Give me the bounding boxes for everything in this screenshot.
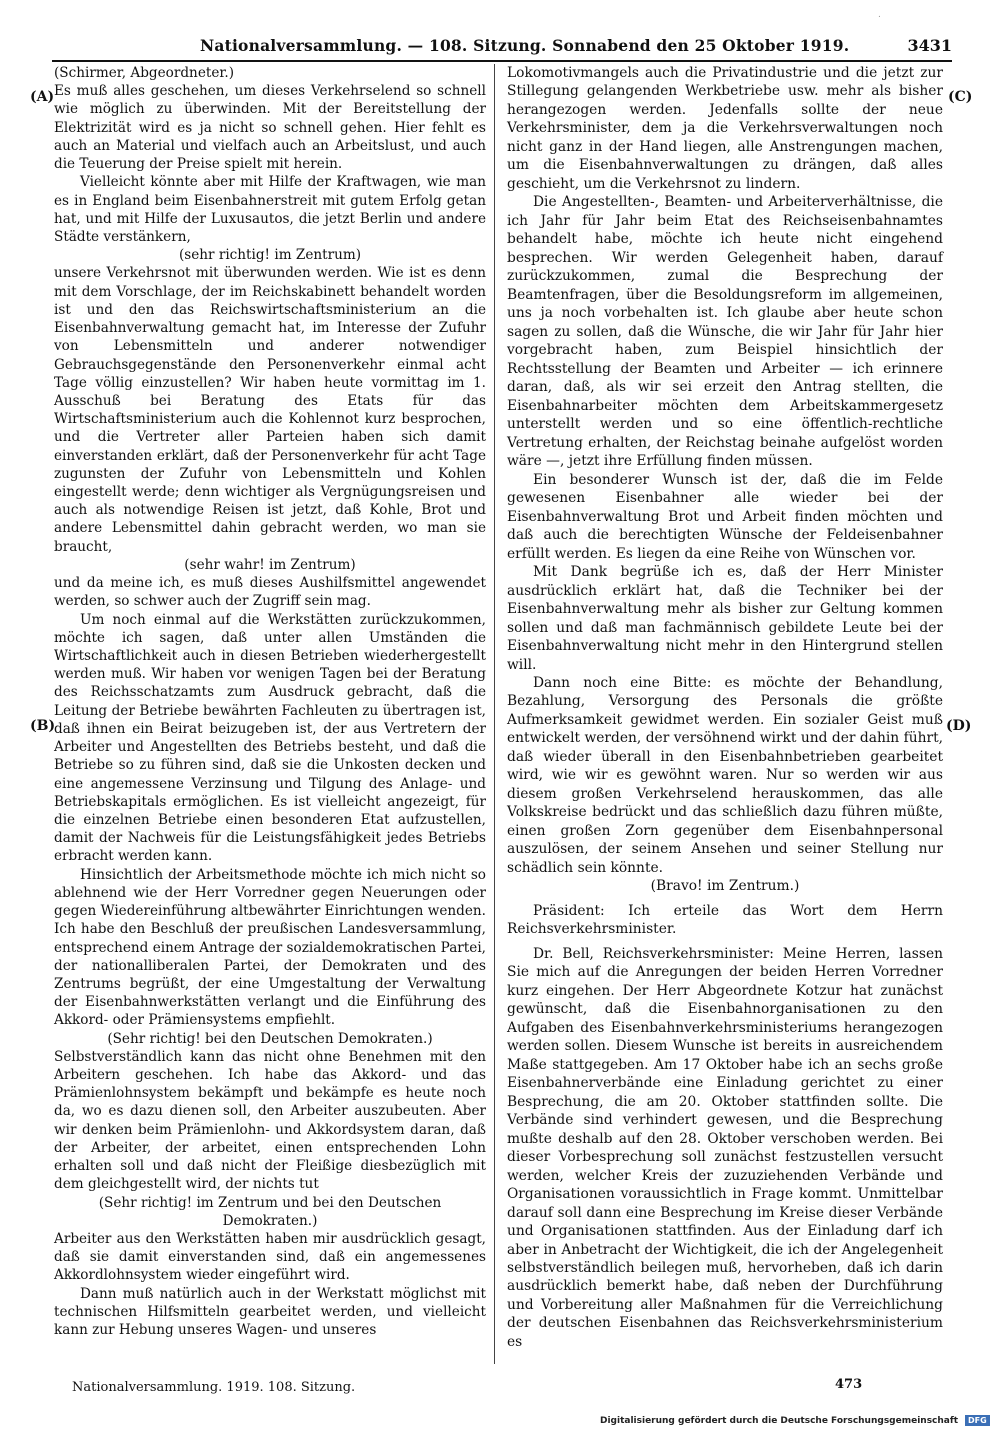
margin-mark-a: (A) <box>30 89 55 105</box>
paragraph: Dr. Bell, Reichsverkehrsminister: Meine Herren, lassen Sie mich auf die Anregungen der beiden Herren Vorredner kurz eingehen. Der Herr Abgeordnete Kotzur hat zunächst gewünscht, daß die Eisenbahnorganisationen zu den Aufgaben des Eisenbahnverkehrsministeriums herangezogen werden sollen. Diesem Wunsche ist bereits in ausreichendem Maße stattgegeben. Am 17 Oktober habe ich an sechs große Eisenbahnerverbände eine Einladung gerichtet zu einer Besprechung, die am 20. Oktober stattfinden sollte. Die Verbände sind verhindert gewesen, und die Besprechung mußte deshalb auf den 28. Oktober verschoben werden. Bei dieser Vorbesprechung soll zunächst festzustellen versucht werden, welcher Kreis der zuzuziehenden Verbände und Organisationen voraussichtlich in Frage kommt. Unmittelbar darauf soll dann eine Besprechung im Kreise dieser Verbände und Organisationen stattfinden. Aus der Einladung darf ich aber in Anbetracht der Wichtigkeit, die ich der Angelegenheit selbstverständlich beilegen muß, hervorheben, daß ich darin ausdrücklich bemerkt habe, daß neben der Durchführung und Vorbereitung aller Maßnahmen für die Verreichlichung der deutschen Eisenbahnen das Reichsverkehrsministerium es <box>507 945 943 1350</box>
digitization-credit: Digitalisierung gefördert durch die Deutsche Forschungsgemeinschaft <box>600 1416 959 1426</box>
paragraph: Ein besonderer Wunsch ist der, daß die im Felde gewesenen Eisenbahner alle wieder bei der Eisenbahnverwaltung Brot und Arbeit finden möchten und daß auch die berechtigten Wünsche der Feldeisenbahner erfüllt werden. Es liegen da eine Reihe von Wünschen vor. <box>507 471 943 562</box>
right-column <box>507 64 943 1351</box>
paragraph: (Bravo! im Zentrum.) <box>650 878 800 895</box>
column-divider <box>494 64 495 1364</box>
paragraph: und da meine ich, es muß dieses Aushilfsmittel angewendet werden, so schwer auch der Zugriff sein mag. <box>54 575 486 610</box>
paragraph: (Sehr richtig! bei den Deutschen Demokraten.) <box>107 1030 433 1047</box>
paragraph: (sehr richtig! im Zentrum) <box>178 247 362 264</box>
header-title: Nationalversammlung. — 108. Sitzung. Sonnabend den 25 Oktober 1919. <box>200 36 850 55</box>
footer-session: Nationalversammlung. 1919. 108. Sitzung. <box>72 1380 356 1395</box>
paragraph: (Schirmer, Abgeordneter.) <box>54 65 234 81</box>
paragraph: Hinsichtlich der Arbeitsmethode möchte ich mich nicht so ablehnend wie der Herr Vorredner gegen Neuerungen oder gegen Wiedereinführung altbewährter Einrichtungen wenden. Ich habe den Beschluß der preußischen Landesversammlung, entsprechend einem Antrage der sozialdemokratischen Partei, der nationalliberalen Partei, der Demokraten und des Zentrums begrüßt, der eine Umgestaltung der Verwaltung der Eisenbahnwerkstätten verlangt und die Einführung des Akkord- oder Prämiensystems empfiehlt. <box>54 866 486 1029</box>
paragraph: Präsident: Ich erteile das Wort dem Herrn Reichsverkehrsminister. <box>507 902 943 938</box>
margin-mark-c: (C) <box>948 89 973 105</box>
paragraph: Vielleicht könnte aber mit Hilfe der Kraftwagen, wie man es in England beim Eisenbahnerstreit mit gutem Erfolg getan hat, und mit Hilfe der Luxusautos, die jetzt Berlin und andere Städte verstänkern, <box>54 174 486 245</box>
paragraph: Selbstverständlich kann das nicht ohne Benehmen mit den Arbeitern geschehen. Ich habe das Akkord- und das Prämienlohnsystem bekämpft und bekämpfe es heute noch da, wo es dazu dienen soll, den Arbeiter auszubeuten. Aber wir denken beim Prämienlohn- und Akkordsystem daran, daß der Arbeiter, der arbeitet, einen entsprechenden Lohn erhalten soll und daß nicht der Fleißige diesbezüglich mit dem gleichgestellt wird, der nichts tut <box>54 1048 486 1193</box>
paragraph: Es muß alles geschehen, um dieses Verkehrselend so schnell wie möglich zu überwinden. Mit der Bereitstellung der Elektrizität wird es ja nicht so schnell gehen. Hier fehlt es auch an Material und vielfach auch an Arbeitslust, und auch die Teuerung der Preise spielt mit herein. <box>54 83 486 173</box>
paragraph: Dann noch eine Bitte: es möchte der Behandlung, Bezahlung, Versorgung des Personals die größte Aufmerksamkeit gewidmet werden. Ein sozialer Geist muß entwickelt werden, der versöhnend wirkt und der dahin führt, daß wieder überall in den Eisenbahnbetrieben gearbeitet wird, wie wir es gewöhnt waren. Nur so werden wir aus diesem großen Verkehrselend herauskommen, das alle Volkskreise bedrückt und das schließlich dazu führen müßte, einen großen Zorn gegenüber dem Eisenbahnpersonal auszulösen, der seinem Ansehen und seiner Stellung nur schädlich sein könnte. <box>507 674 943 876</box>
dfg-logo: DFG <box>965 1415 990 1426</box>
paragraph: Arbeiter aus den Werkstätten haben mir ausdrücklich gesagt, daß sie damit einverstanden sind, daß ein angemessenes Akkordlohnsystem wieder eingeführt wird. <box>54 1231 486 1284</box>
paragraph: (Sehr richtig! im Zentrum und bei den Deutschen Demokraten.) <box>98 1194 442 1229</box>
margin-mark-d: (D) <box>946 718 972 734</box>
paragraph: (sehr wahr! im Zentrum) <box>184 556 356 573</box>
paragraph: Um noch einmal auf die Werkstätten zurückzukommen, möchte ich sagen, daß unter allen Umständen die Wirtschaftlichkeit auch in diesen Betrieben wiederhergestellt werden muß. Wir haben vor wenigen Tagen bei der Beratung des Reichsschatzamts zum Ausdruck gebracht, daß die Leitung der Betriebe bewährten Fachleuten zu übertragen ist, daß ihnen ein Beirat beizugeben ist, der aus Vertretern der Arbeiter und Angestellten des Betriebs besteht, und daß die Betriebe so zu führen sind, daß sie die Unkosten decken und eine angemessene Verzinsung und Tilgung des Anlage- und Betriebskapitals ermöglichen. Es ist vielleicht angezeigt, für die einzelnen Betriebe einen besonderen Etat aufzustellen, damit der Nachweis für die Leistungsfähigkeit jedes Betriebs erbracht werden kann. <box>54 611 486 865</box>
footer-sheet-number: 473 <box>835 1377 863 1392</box>
page-number: 3431 <box>907 36 952 55</box>
paragraph: Dann muß natürlich auch in der Werkstatt möglichst mit technischen Hilfsmitteln gearbeitet werden, und vielleicht kann zur Hebung unseres Wagen- und unseres <box>54 1285 486 1339</box>
paragraph: Die Angestellten-, Beamten- und Arbeiterverhältnisse, die ich Jahr für Jahr beim Etat des Reichseisenbahnamtes behandelt habe, möchte ich heute nicht eingehend besprechen. Wir werden Gelegenheit haben, darauf zurückzukommen, zumal die Besprechung der Beamtenfragen, über die Besoldungsreform im allgemeinen, uns ja noch vorbehalten ist. Ich glaube aber heute schon sagen zu sollen, daß die Wünsche, die wir Jahr für Jahr hier vorgebracht haben, zum Beispiel hinsichtlich der Rechtsstellung der Beamten und Arbeiter — ich erinnere daran, daß, als wir sei erzeit den Antrag stellten, die Eisenbahnarbeiter möchten dem Arbeitskammergesetz unterstellt werden und so eine öffentlich-rechtliche Vertretung erhalten, der Reichstag beinahe aufgelöst worden wäre —, jetzt ihre Erfüllung finden müssen. <box>507 194 943 470</box>
paragraph: Lokomotivmangels auch die Privatindustrie und die jetzt zur Stillegung gelangenden Werkbetriebe usw. mehr als bisher herangezogen werden. Jedenfalls sollte der neue Verkehrsminister, dem ja die Verkehrsverwaltungen noch nicht ganz in der Hand liegen, alle Anstrengungen machen, um die Eisenbahnverwaltungen zu drängen, daß alles geschieht, um die Verkehrsnot zu lindern. <box>507 65 943 192</box>
paragraph: unsere Verkehrsnot mit überwunden werden. Wie ist es denn mit dem Vorschlage, der im Reichskabinett behandelt worden ist und den das Reichswirtschaftsministerium an die Eisenbahnverwaltung gemacht hat, im Interesse der Zufuhr von Lebensmitteln und anderer notwendiger Gebrauchsgegenstände den Personenverkehr einmal acht Tage völlig einzustellen? Wir haben heute vormittag im 1. Ausschuß bei Beratung des Etats für das Wirtschaftsministerium auch die Kohlennot kurz besprochen, und die Vertreter aller Parteien haben sich damit einverstanden erklärt, daß der Personenverkehr für acht Tage zugunsten der Zufuhr von Lebensmitteln und Kohlen eingestellt werde; denn wichtiger als Vergnügungsreisen und auch als notwendige Reisen ist jetzt, daß Kohle, Brot und andere Lebensmittel dahin gebracht werden, wo man sie braucht, <box>54 265 486 555</box>
paragraph: Mit Dank begrüße ich es, daß der Herr Minister ausdrücklich erklärt hat, daß die Techniker bei der Eisenbahnverwaltung mehr als bisher zur Geltung kommen sollen und daß man fachmännisch gebildete Leute bei der Eisenbahnverwaltung nicht mehr in den Hintergrund stellen will. <box>507 564 943 673</box>
faint-stamp: . <box>878 10 881 20</box>
left-column <box>54 64 486 1339</box>
margin-mark-b: (B) <box>30 718 56 734</box>
running-header <box>52 34 952 62</box>
